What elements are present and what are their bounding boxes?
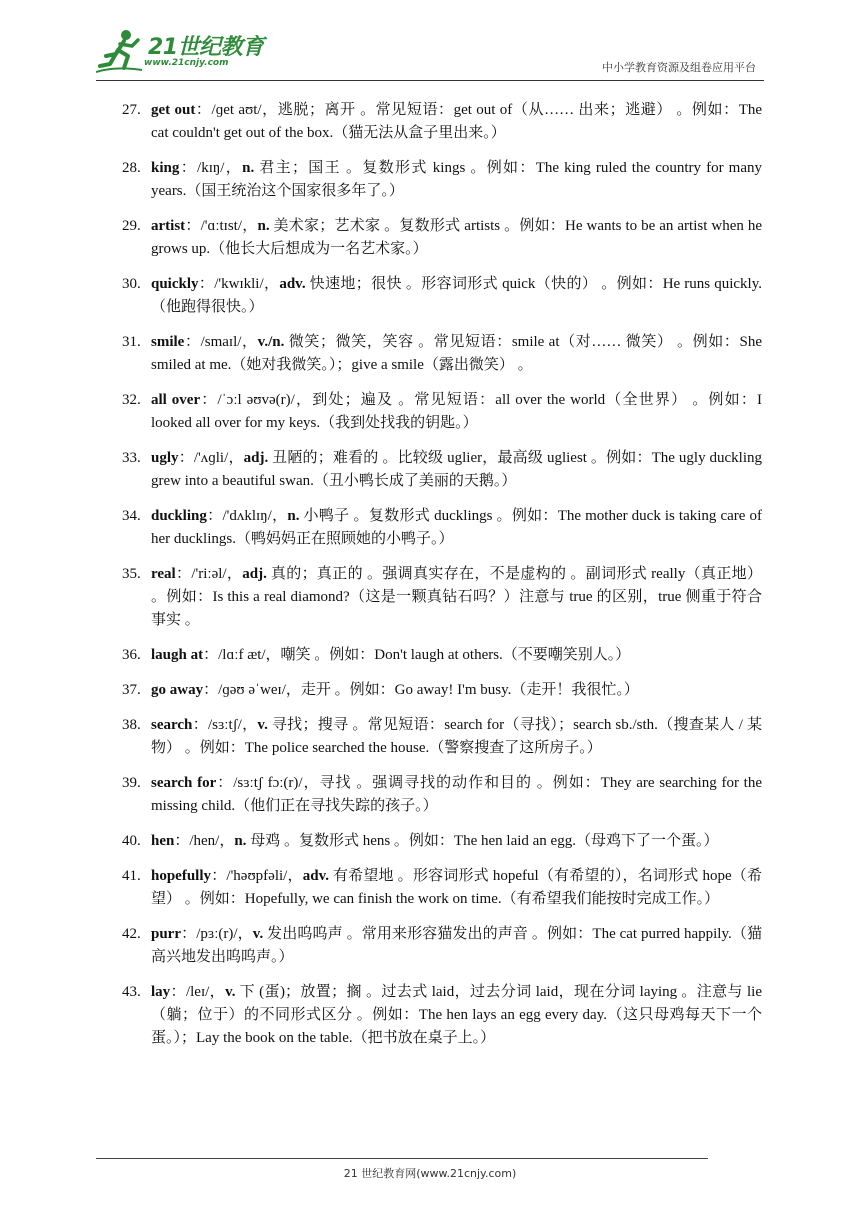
logo — [96, 26, 266, 76]
entry-word: get out — [151, 102, 196, 118]
entry-number: 30. — [122, 276, 141, 292]
entry-definition: 寻找 。强调寻找的动作和目的 。例如：They are searching for the missing child.（他们正在寻找失踪的孩子。） — [151, 775, 762, 814]
platform-name: 中小学教育资源及组卷应用平台 — [602, 61, 756, 74]
entry-definition: 美术家；艺术家 。复数形式 artists 。例如：He wants to be an artist when he grows up.（他长大后想成为一名艺术家。） — [151, 218, 763, 257]
entry-number: 32. — [122, 392, 141, 408]
entry-pronunciation: ：/ˈɔːl əʊvə(r)/， — [200, 392, 313, 408]
vocab-entry — [122, 644, 762, 667]
entry-word: laugh at — [151, 647, 204, 663]
vocab-entry — [122, 714, 762, 760]
entry-number: 28. — [122, 160, 141, 176]
vocabulary-list — [122, 99, 762, 1062]
entry-part-of-speech: adj. — [243, 450, 269, 466]
entry-word: artist — [151, 218, 186, 234]
entry-pronunciation: ：/'ʌɡli/， — [178, 450, 244, 466]
logo-text: 21世纪教育 — [148, 35, 264, 60]
entry-definition: 有希望地 。形容词形式 hopeful（有希望的），名词形式 hope（希望） 。例如：Hopefully, we can finish the work on time.（有希望我们能按时完成工作。） — [151, 868, 763, 907]
vocab-entry — [122, 563, 762, 632]
entry-pronunciation: ：/'ɑːtɪst/， — [185, 218, 258, 234]
page-header — [96, 26, 764, 81]
entry-definition: 丑陋的；难看的 。比较级 uglier，最高级 ugliest 。例如：The ugly duckling grew into a beautiful swan.（丑小鸭长成了美丽的天鹅。） — [151, 450, 763, 489]
entry-number: 29. — [122, 218, 141, 234]
vocab-entry — [122, 331, 762, 377]
entry-part-of-speech: adj. — [242, 566, 267, 582]
vocab-entry — [122, 273, 762, 319]
vocab-entry — [122, 830, 762, 853]
vocab-entry — [122, 981, 762, 1050]
entry-pronunciation: ：/leɪ/， — [170, 984, 226, 1000]
entry-definition: 寻找；搜寻 。常见短语：search for（寻找）；search sb./sth.（搜查某人 / 某物） 。例如：The police searched the house.（警察搜查了这所房子。） — [151, 717, 762, 756]
entry-part-of-speech: v. — [257, 717, 268, 733]
vocab-entry — [122, 215, 762, 261]
entry-definition: 母鸡 。复数形式 hens 。例如：The hen laid an egg.（母鸡下了一个蛋。） — [246, 833, 719, 849]
entry-number: 31. — [122, 334, 141, 350]
vocab-entry — [122, 157, 762, 203]
vocab-entry — [122, 865, 762, 911]
entry-number: 43. — [122, 984, 141, 1000]
entry-part-of-speech: v./n. — [257, 334, 285, 350]
vocab-entry — [122, 772, 762, 818]
entry-word: search for — [151, 775, 217, 791]
entry-number: 36. — [122, 647, 141, 663]
entry-definition: 下 (蛋)；放置；搁 。过去式 laid，过去分词 laid，现在分词 laying 。注意与 lie（躺；位于）的不同形式区分 。例如：The hen lays an egg every day.（这只母鸡每天下一个蛋。）；Lay the book on the table.（把书放在桌子上。） — [151, 984, 762, 1046]
entry-pronunciation: ：/smaɪl/， — [184, 334, 258, 350]
entry-pronunciation: ：/'riːəl/， — [175, 566, 243, 582]
entry-number: 35. — [122, 566, 141, 582]
entry-pronunciation: ：/'kwɪkli/， — [198, 276, 280, 292]
entry-definition: 君主；国王 。复数形式 kings 。例如：The king ruled the country for many years.（国王统治这个国家很多年了。） — [151, 160, 762, 199]
entry-definition: 小鸭子 。复数形式 ducklings 。例如：The mother duck is taking care of her ducklings.（鸭妈妈正在照顾她的小鸭子。） — [151, 508, 763, 547]
entry-part-of-speech: adv. — [279, 276, 306, 292]
vocab-entry — [122, 447, 762, 493]
entry-part-of-speech: adv. — [302, 868, 329, 884]
entry-word: search — [151, 717, 193, 733]
entry-part-of-speech: v. — [225, 984, 236, 1000]
entry-pronunciation: ：/lɑːf æt/， — [203, 647, 281, 663]
entry-number: 40. — [122, 833, 141, 849]
entry-definition: 发出呜呜声 。常用来形容猫发出的声音 。例如：The cat purred happily.（猫高兴地发出呜呜声。） — [151, 926, 762, 965]
entry-pronunciation: ：/ɡəʊ əˈweɪ/， — [203, 682, 301, 698]
entry-word: all over — [151, 392, 201, 408]
entry-word: quickly — [151, 276, 199, 292]
entry-number: 33. — [122, 450, 141, 466]
entry-word: king — [151, 160, 180, 176]
vocab-entry — [122, 923, 762, 969]
entry-pronunciation: ：/'dʌklɪŋ/， — [206, 508, 288, 524]
footer-text: 21 世纪教育网(www.21cnjy.com) — [343, 1167, 517, 1180]
entry-part-of-speech: n. — [257, 218, 270, 234]
vocab-entry — [122, 389, 762, 435]
entry-word: hopefully — [151, 868, 212, 884]
vocab-entry — [122, 99, 762, 145]
entry-number: 34. — [122, 508, 141, 524]
entry-part-of-speech: n. — [242, 160, 255, 176]
entry-definition: 逃脱；离开 。常见短语：get out of（从…… 出来；逃避） 。例如：The cat couldn't get out of the box.（猫无法从盒子里出来。） — [151, 102, 763, 141]
entry-definition: 真的；真正的 。强调真实存在，不是虚构的 。副词形式 really（真正地） 。例如：Is this a real diamond?（这是一颗真钻石吗？）注意与 true 的区别，true 侧重于符合事实 。 — [151, 566, 762, 628]
entry-word: ugly — [151, 450, 179, 466]
footer-divider — [96, 1158, 708, 1159]
entry-definition: 嘲笑 。例如：Don't laugh at others.（不要嘲笑别人。） — [280, 647, 631, 663]
runner-logo-icon — [96, 26, 146, 76]
entry-part-of-speech: n. — [234, 833, 247, 849]
entry-part-of-speech: v. — [252, 926, 264, 942]
entry-part-of-speech: n. — [287, 508, 300, 524]
entry-word: hen — [151, 833, 175, 849]
entry-pronunciation: ：/kɪŋ/， — [179, 160, 243, 176]
entry-pronunciation: ：/hen/， — [174, 833, 235, 849]
entry-pronunciation: ：/sɜːtʃ/， — [192, 717, 258, 733]
entry-definition: 到处；遍及 。常见短语：all over the world（全世界） 。例如：I looked all over for my keys.（我到处找我的钥匙。） — [151, 392, 763, 431]
entry-number: 38. — [122, 717, 141, 733]
entry-pronunciation: ：/'həʊpfəli/， — [211, 868, 303, 884]
entry-number: 27. — [122, 102, 141, 118]
vocab-entry — [122, 505, 762, 551]
logo-url: www.21cnjy.com — [144, 58, 229, 68]
entry-pronunciation: ：/sɜːtʃ fɔː(r)/， — [216, 775, 320, 791]
entry-number: 37. — [122, 682, 141, 698]
entry-word: purr — [151, 926, 181, 942]
entry-word: lay — [151, 984, 171, 1000]
entry-definition: 微笑；微笑，笑容 。常见短语：smile at（对…… 微笑） 。例如：She smiled at me.（她对我微笑。）；give a smile（露出微笑） 。 — [151, 334, 762, 373]
entry-number: 42. — [122, 926, 141, 942]
entry-number: 39. — [122, 775, 141, 791]
entry-definition: 快速地；很快 。形容词形式 quick（快的） 。例如：He runs quickly.（他跑得很快。） — [151, 276, 762, 315]
entry-pronunciation: ：/ɡet aʊt/， — [195, 102, 278, 118]
entry-word: go away — [151, 682, 204, 698]
entry-pronunciation: ：/pɜː(r)/， — [181, 926, 253, 942]
entry-definition: 走开 。例如：Go away! I'm busy.（走开！我很忙。） — [300, 682, 639, 698]
entry-word: duckling — [151, 508, 207, 524]
entry-word: real — [151, 566, 176, 582]
vocab-entry — [122, 679, 762, 702]
entry-number: 41. — [122, 868, 141, 884]
entry-word: smile — [151, 334, 185, 350]
